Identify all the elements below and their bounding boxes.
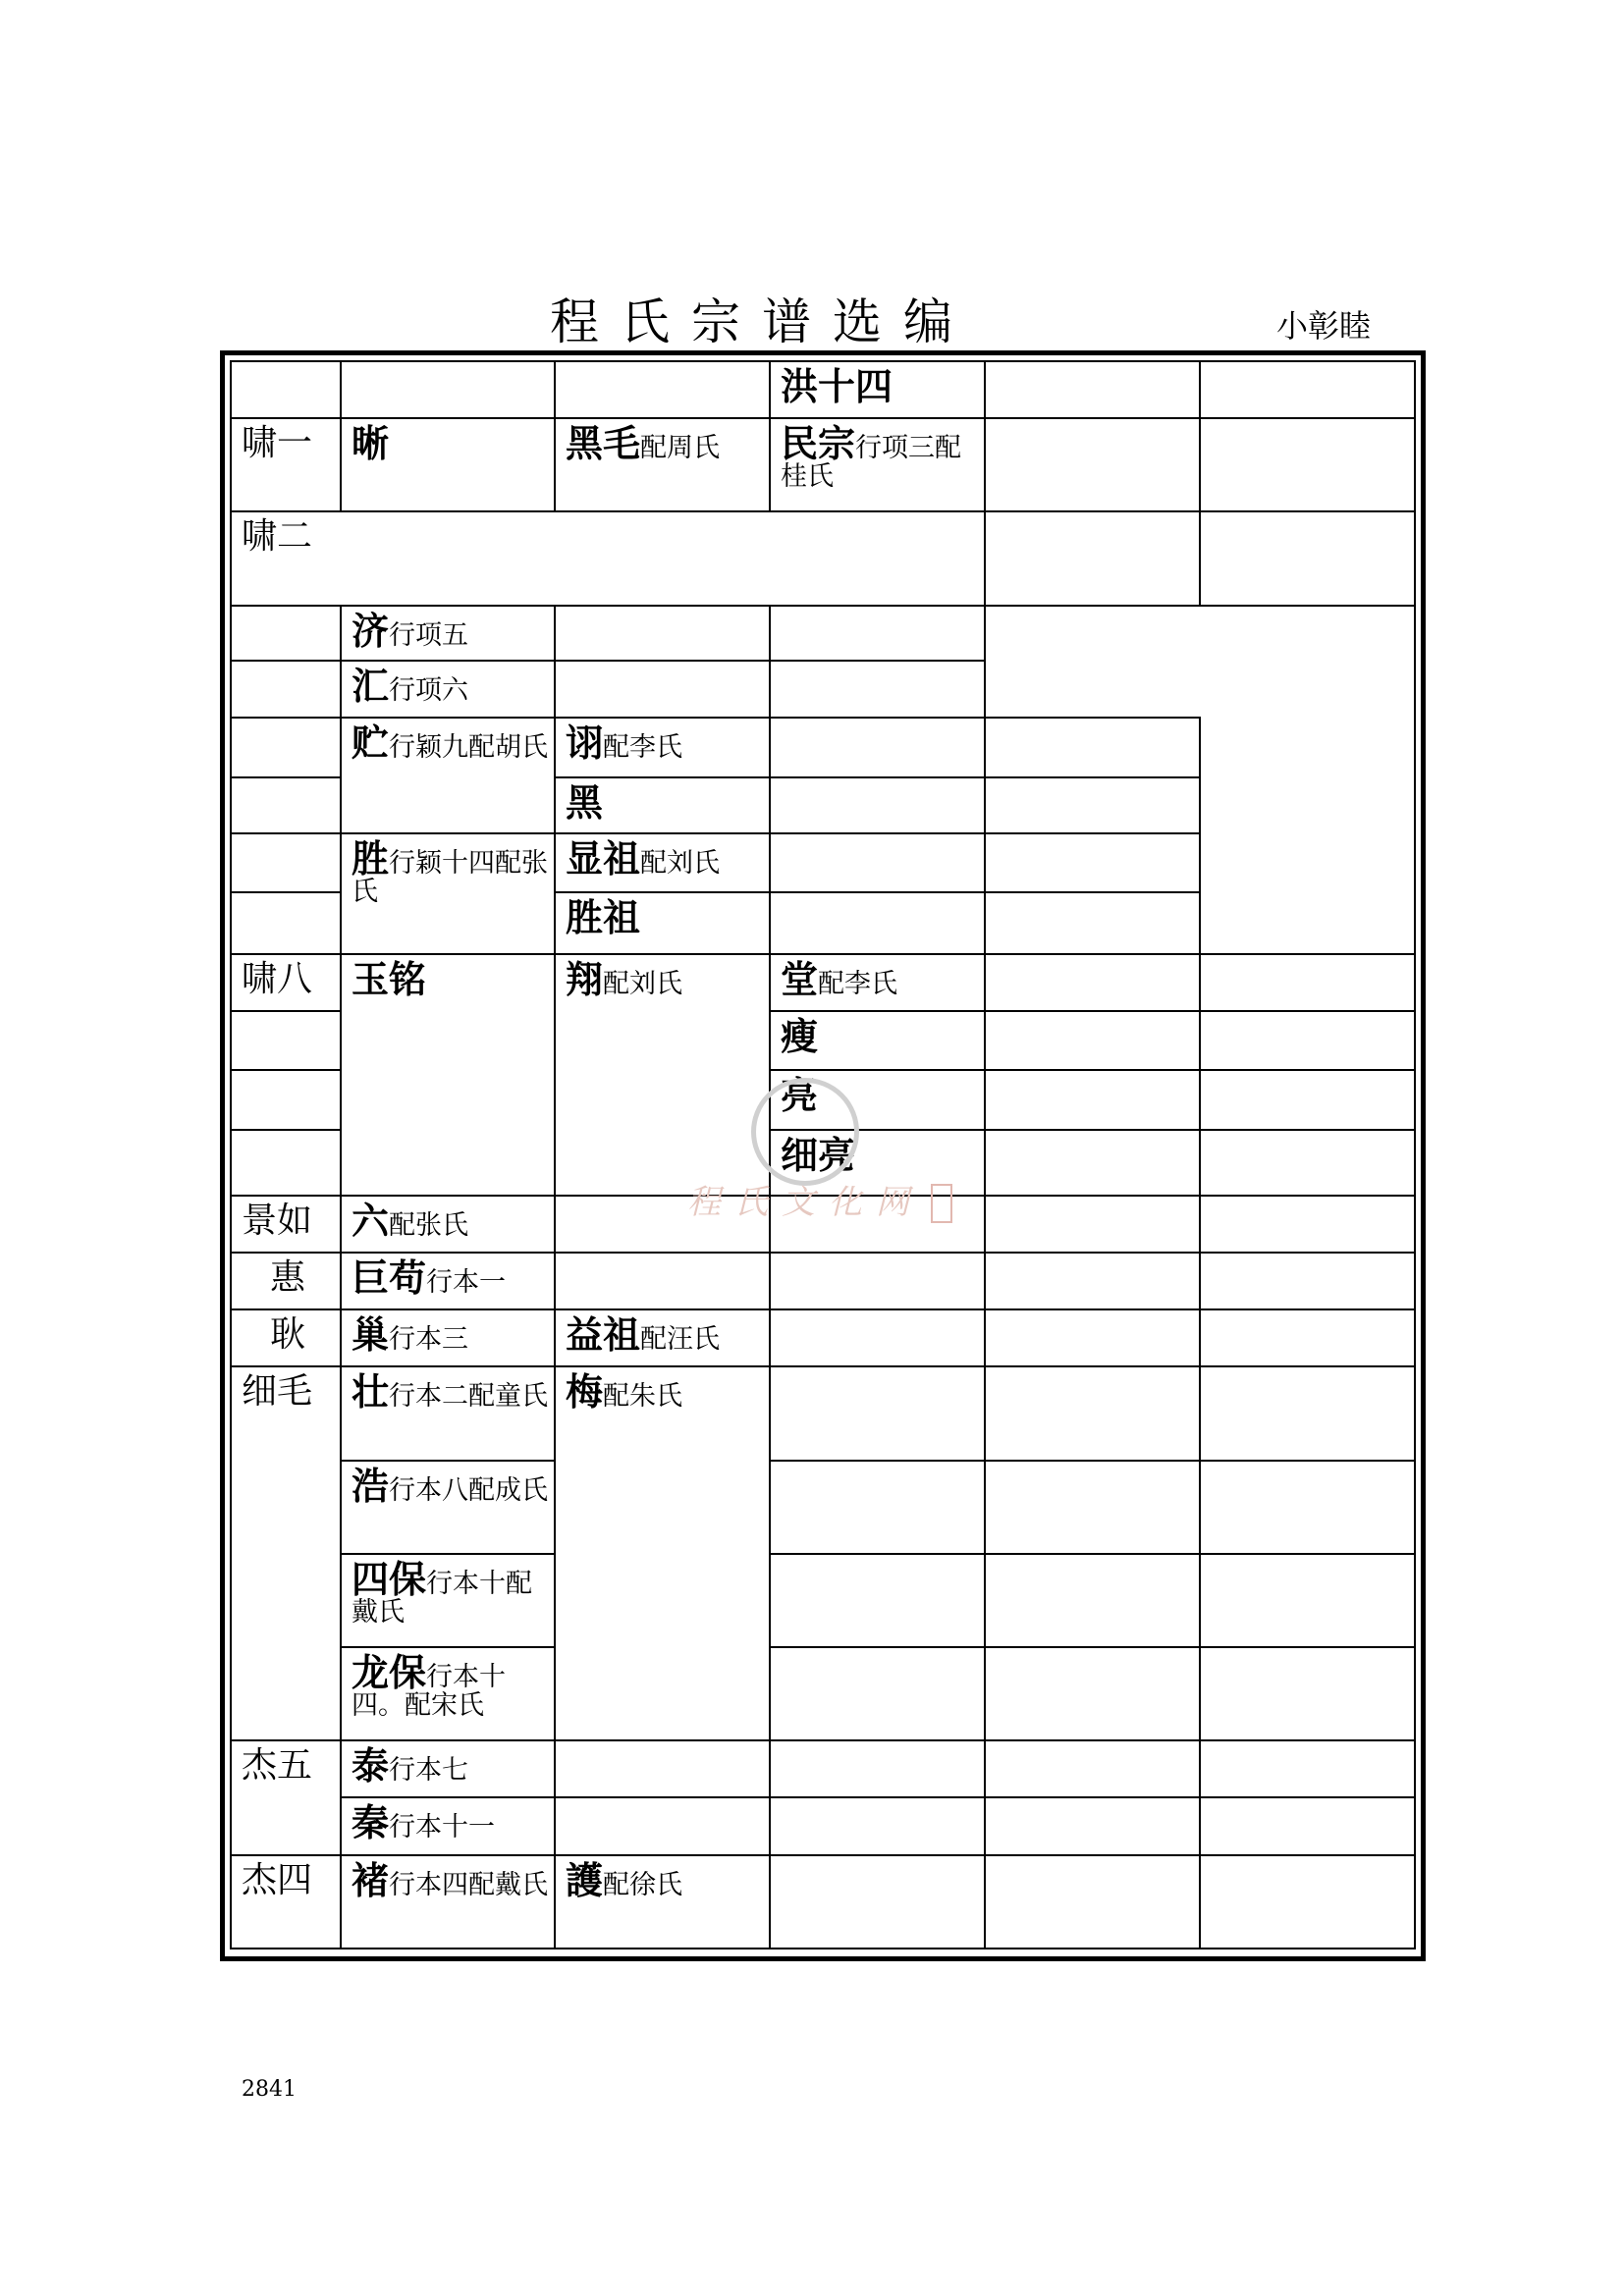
table-cell <box>770 418 985 511</box>
table-cell <box>1200 1855 1415 1949</box>
table-cell <box>341 1309 555 1366</box>
table-cell <box>231 1366 341 1740</box>
table-cell <box>1200 511 1415 605</box>
person-note: 行本八配成氏 <box>389 1474 549 1506</box>
generation-label: 景如 <box>242 1201 313 1242</box>
table-cell <box>341 718 555 832</box>
table-cell <box>1200 418 1415 511</box>
table-cell <box>770 718 985 776</box>
table-cell <box>341 1253 555 1309</box>
table-cell <box>231 361 341 418</box>
table-cell <box>231 606 341 662</box>
generation-label: 啸八 <box>242 958 313 999</box>
table-cell <box>341 1196 555 1253</box>
table-row <box>231 418 1415 511</box>
person-note: 配汪氏 <box>640 1324 721 1356</box>
table-row <box>231 1740 1415 1797</box>
table-cell <box>770 1797 985 1854</box>
table-cell <box>985 511 1200 605</box>
table-cell <box>985 418 1200 511</box>
person-name: 巢 <box>352 1312 390 1358</box>
table-cell <box>985 1855 1200 1949</box>
person-name: 诩 <box>566 721 604 766</box>
person-note: 配徐氏 <box>603 1869 683 1900</box>
table-cell <box>1200 1366 1415 1460</box>
table-cell <box>985 777 1200 833</box>
person-note: 配朱氏 <box>603 1381 683 1413</box>
table-cell <box>341 1797 555 1854</box>
table-cell <box>770 1740 985 1797</box>
person-note: 配刘氏 <box>640 847 721 879</box>
person-name: 四保 <box>352 1556 427 1601</box>
person-note: 行本七 <box>389 1755 469 1787</box>
table-cell <box>341 833 555 954</box>
person-note: 行项六 <box>389 675 469 707</box>
table-cell <box>231 418 341 511</box>
table-row <box>231 511 1415 605</box>
table-row <box>231 833 1415 892</box>
person-note: 行本十一 <box>389 1812 496 1843</box>
table-row <box>231 718 1415 776</box>
person-name: 巨苟 <box>352 1255 427 1301</box>
person-note: 配刘氏 <box>603 968 683 999</box>
table-cell <box>1200 1797 1415 1854</box>
generation-label: 杰四 <box>242 1859 313 1900</box>
table-row <box>231 1196 1415 1253</box>
table-cell <box>555 1309 770 1366</box>
person-name: 贮 <box>352 721 390 766</box>
table-cell <box>770 1647 985 1740</box>
table-cell <box>1200 1554 1415 1647</box>
document-title: 程氏宗谱选编 <box>550 294 974 350</box>
table-cell <box>231 1070 341 1129</box>
person-name: 黑毛 <box>566 421 641 466</box>
table-cell <box>770 777 985 833</box>
table-row <box>231 1366 1415 1460</box>
table-cell <box>770 661 985 718</box>
person-name: 汇 <box>352 664 390 709</box>
table-cell <box>770 1196 985 1253</box>
table-cell <box>985 1011 1200 1070</box>
person-note: 配周氏 <box>640 433 721 464</box>
table-cell <box>1200 1309 1415 1366</box>
table-cell <box>555 661 770 718</box>
person-name: 民宗 <box>781 421 856 466</box>
table-cell <box>985 1309 1200 1366</box>
table-row <box>231 1647 1415 1740</box>
table-cell <box>555 606 770 662</box>
table-cell <box>770 361 985 418</box>
table-cell <box>231 1011 341 1070</box>
table-cell <box>770 1011 985 1070</box>
table-cell <box>985 954 1200 1011</box>
person-name: 细亮 <box>781 1132 856 1177</box>
person-name: 梅 <box>566 1369 604 1415</box>
table-cell <box>985 1070 1200 1129</box>
person-note: 行项五 <box>389 619 469 651</box>
table-cell <box>231 718 341 776</box>
table-cell <box>341 1855 555 1949</box>
person-name: 瘦 <box>781 1013 819 1058</box>
person-name: 龙保 <box>352 1650 427 1695</box>
table-cell <box>555 1740 770 1797</box>
table-cell <box>555 1196 770 1253</box>
table-cell <box>555 1797 770 1854</box>
page-number: 2841 <box>242 2077 297 2102</box>
person-note: 行本十配戴氏 <box>352 1568 533 1628</box>
table-row <box>231 1461 1415 1554</box>
table-cell <box>985 361 1200 418</box>
person-name: 黑 <box>566 779 604 825</box>
table-cell <box>1200 954 1415 1011</box>
watermark-text: 程氏文化网 <box>687 1183 923 1222</box>
table-cell <box>985 1461 1200 1554</box>
table-cell <box>555 361 770 418</box>
table-cell <box>341 661 555 718</box>
table-cell <box>341 418 555 511</box>
table-row <box>231 1797 1415 1854</box>
table-cell <box>985 1647 1200 1740</box>
table-cell <box>1200 1253 1415 1309</box>
person-name: 翔 <box>566 956 604 1001</box>
table-cell <box>1200 1130 1415 1196</box>
table-cell <box>770 833 985 892</box>
table-cell <box>770 1461 985 1554</box>
genealogy-table <box>230 360 1416 1949</box>
person-name: 济 <box>352 608 390 653</box>
table-cell <box>555 892 770 954</box>
person-note: 行本四配戴氏 <box>389 1869 549 1900</box>
table-cell <box>231 892 341 954</box>
table-cell <box>231 777 341 833</box>
table-cell <box>770 1309 985 1366</box>
person-name: 益祖 <box>566 1312 641 1358</box>
person-note: 配李氏 <box>603 732 683 764</box>
person-name: 壮 <box>352 1369 390 1415</box>
table-cell <box>1200 1011 1415 1070</box>
table-cell <box>770 606 985 662</box>
person-name: 堂 <box>781 956 819 1001</box>
table-cell <box>1200 1196 1415 1253</box>
person-note: 行本三 <box>389 1324 469 1356</box>
table-cell <box>341 1740 555 1797</box>
person-name: 浩 <box>352 1463 390 1508</box>
table-row <box>231 954 1415 1011</box>
table-cell <box>231 833 341 892</box>
table-cell <box>770 954 985 1011</box>
generation-label: 杰五 <box>242 1745 313 1787</box>
generation-label: 耿 <box>269 1314 305 1356</box>
person-name: 显祖 <box>566 835 641 881</box>
table-row <box>231 1855 1415 1949</box>
table-cell <box>231 1309 341 1366</box>
table-cell <box>985 1366 1200 1460</box>
person-name: 泰 <box>352 1743 390 1789</box>
table-cell <box>985 833 1200 892</box>
table-cell <box>985 1196 1200 1253</box>
person-note: 配张氏 <box>389 1210 469 1242</box>
person-note: 行本十四。配宋氏 <box>352 1662 507 1722</box>
person-name: 褚 <box>352 1857 390 1902</box>
person-name: 胜祖 <box>566 895 641 940</box>
table-cell <box>231 661 341 718</box>
table-cell <box>1200 361 1415 418</box>
table-cell <box>985 718 1200 776</box>
person-name: 六 <box>352 1199 390 1244</box>
table-row <box>231 1554 1415 1647</box>
table-cell <box>341 606 555 662</box>
table-row <box>231 1309 1415 1366</box>
table-cell <box>555 777 770 833</box>
table-cell <box>231 511 985 605</box>
table-cell <box>985 892 1200 954</box>
table-cell <box>231 1855 341 1949</box>
table-cell <box>231 954 341 1011</box>
table-cell <box>1200 1740 1415 1797</box>
person-name: 晰 <box>352 421 390 466</box>
person-name: 玉铭 <box>352 956 427 1001</box>
table-cell <box>555 718 770 776</box>
table-cell <box>985 1253 1200 1309</box>
table-cell <box>231 1740 341 1854</box>
generation-label: 啸二 <box>242 516 313 558</box>
table-cell <box>555 418 770 511</box>
person-note: 行颖九配胡氏 <box>389 732 549 764</box>
table-cell <box>231 1196 341 1253</box>
person-name: 秦 <box>352 1800 390 1845</box>
table-cell <box>341 954 555 1196</box>
table-cell <box>341 1461 555 1554</box>
person-name: 洪十四 <box>781 364 893 408</box>
table-cell <box>341 1366 555 1460</box>
table-cell <box>1200 1461 1415 1554</box>
generation-label: 啸一 <box>242 423 313 464</box>
table-row <box>231 1253 1415 1309</box>
table-cell <box>770 1554 985 1647</box>
table-cell <box>231 1130 341 1196</box>
table-cell <box>770 1253 985 1309</box>
table-cell <box>985 1130 1200 1196</box>
table-cell <box>770 1366 985 1460</box>
person-note: 行本二配童氏 <box>389 1381 549 1413</box>
person-name: 胜 <box>352 835 390 881</box>
table-cell <box>231 1253 341 1309</box>
person-note: 行颖十四配张氏 <box>352 847 549 907</box>
table-cell <box>1200 1647 1415 1740</box>
person-note: 配李氏 <box>818 968 898 999</box>
table-cell <box>555 1253 770 1309</box>
generation-label: 惠 <box>269 1257 305 1299</box>
table-cell <box>985 1554 1200 1647</box>
table-cell <box>555 1366 770 1740</box>
table-row <box>231 661 1415 718</box>
table-cell <box>555 954 770 1196</box>
table-cell <box>341 361 555 418</box>
person-name: 護 <box>566 1857 604 1902</box>
table-cell <box>341 1647 555 1740</box>
table-cell <box>341 1554 555 1647</box>
person-note: 行本一 <box>426 1267 507 1299</box>
table-cell <box>985 1797 1200 1854</box>
generation-label: 细毛 <box>242 1371 313 1413</box>
table-cell <box>985 1740 1200 1797</box>
person-name: 亮 <box>781 1073 819 1118</box>
table-cell <box>555 833 770 892</box>
table-row <box>231 361 1415 418</box>
person-note: 行项三配桂氏 <box>781 433 962 492</box>
table-cell <box>770 892 985 954</box>
table-cell <box>1200 1070 1415 1129</box>
table-row <box>231 606 1415 662</box>
table-cell <box>770 1855 985 1949</box>
branch-name: 小彰睦 <box>1276 307 1372 345</box>
table-cell <box>770 1130 985 1196</box>
table-cell <box>555 1855 770 1949</box>
table-cell <box>770 1070 985 1129</box>
